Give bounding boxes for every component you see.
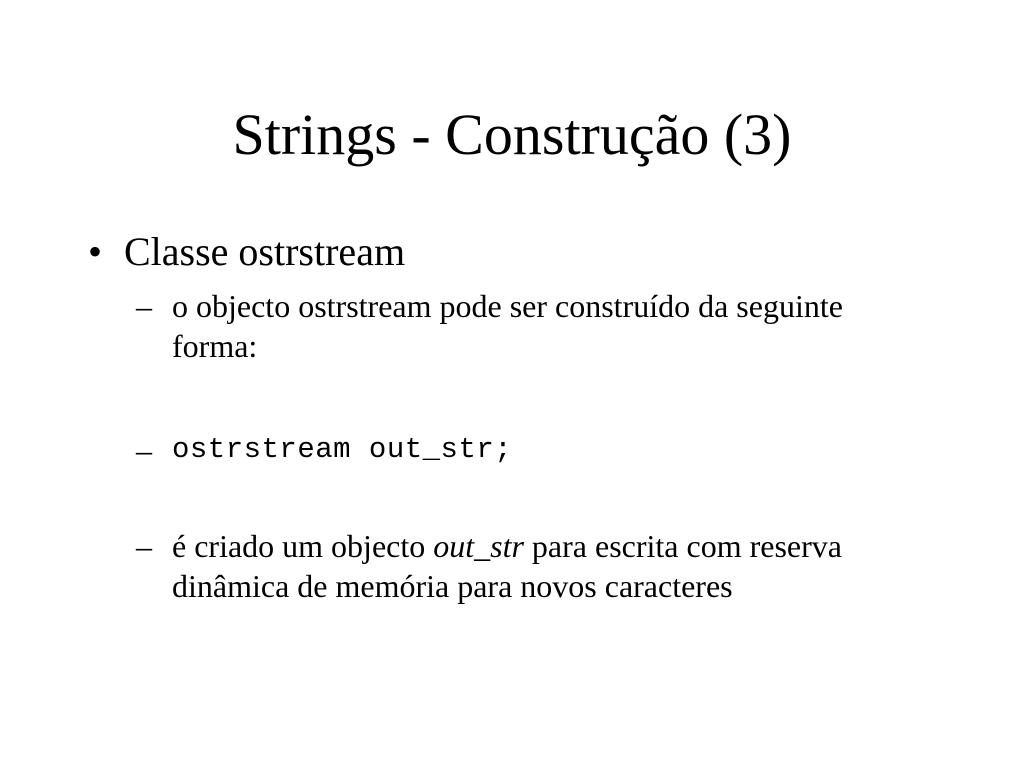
dash-marker: – bbox=[136, 288, 152, 324]
bullet-marker: • bbox=[88, 229, 103, 274]
sub-item-text bbox=[172, 526, 896, 606]
sub-item-explanation bbox=[136, 526, 896, 606]
dash-marker: – bbox=[136, 528, 152, 564]
emphasized-identifier: out_str bbox=[433, 528, 524, 564]
sub-item-description bbox=[136, 286, 896, 366]
text-before: é criado um objecto bbox=[172, 528, 434, 564]
dash-marker: – bbox=[136, 432, 152, 468]
slide-title: Strings - Construção (3) bbox=[232, 102, 792, 167]
sub-item-code bbox=[136, 430, 896, 470]
text-after: para escrita com reserva dinâmica de memória para novos caracteres bbox=[172, 528, 842, 604]
bullet-text: Classe ostrstream bbox=[124, 229, 406, 274]
code-snippet: ostrstream out_str; bbox=[172, 433, 513, 466]
sub-item-text: o objecto ostrstream pode ser construído da seguinte forma: bbox=[172, 288, 843, 364]
bullet-item bbox=[88, 228, 405, 276]
